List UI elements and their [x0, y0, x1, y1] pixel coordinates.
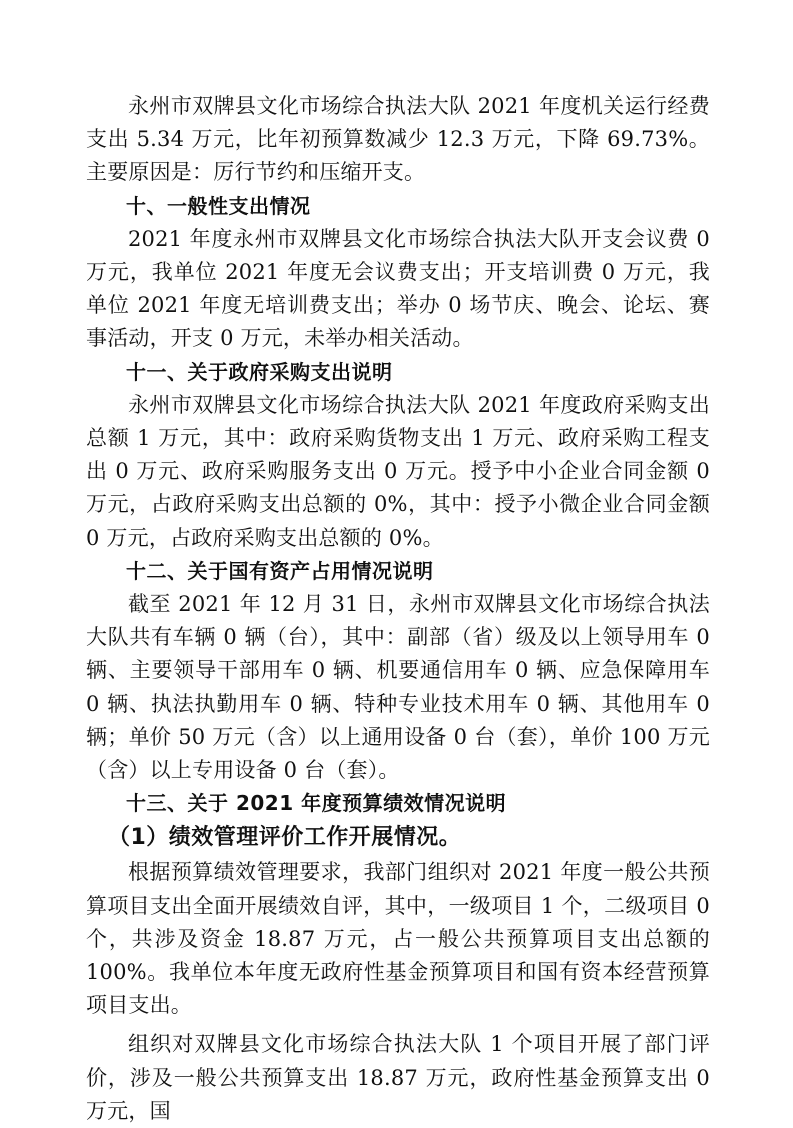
section-heading-12: 十二、关于国有资产占用情况说明 — [126, 558, 434, 583]
paragraph-state-assets: 截至 2021 年 12 月 31 日，永州市双牌县文化市场综合执法大队共有车辆 0 辆（台），其中：副部（省）级及以上领导用车 0 辆、主要领导干部用车 0 辆、机要通信用车 0 辆、应急保障用车 0 辆、执法执勤用车 0 辆、特种专业技术用车 0 辆、其他用车 0 辆；单价 50 万元（含）以上通用设备 0 台（套），单价 100 万元（含）以上专用设备 0 台（套）。 — [86, 592, 710, 783]
subsection-heading-performance-evaluation: （1）绩效管理评价工作开展情况。 — [108, 825, 462, 851]
document-page — [86, 90, 710, 1128]
section-heading-10: 十、一般性支出情况 — [126, 193, 311, 218]
section-heading-11: 十一、关于政府采购支出说明 — [126, 359, 393, 384]
paragraph-general-expenditure: 2021 年度永州市双牌县文化市场综合执法大队开支会议费 0 万元，我单位 2021 年度无会议费支出；开支培训费 0 万元，我单位 2021 年度无培训费支出；举办 0 场节庆、晚会、论坛、赛事活动，开支 0 万元，未举办相关活动。 — [86, 226, 710, 351]
paragraph-operating-costs: 永州市双牌县文化市场综合执法大队 2021 年度机关运行经费支出 5.34 万元，比年初预算数减少 12.3 万元，下降 69.73%。主要原因是：厉行节约和压缩开支。 — [86, 94, 710, 185]
paragraph-department-evaluation: 组织对双牌县文化市场综合执法大队 1 个项目开展了部门评价，涉及一般公共预算支出 18.87 万元，政府性基金预算支出 0 万元，国 — [86, 1032, 710, 1123]
paragraph-government-procurement: 永州市双牌县文化市场综合执法大队 2021 年度政府采购支出总额 1 万元，其中：政府采购货物支出 1 万元、政府采购工程支出 0 万元、政府采购服务支出 0 万元。授予中小企业合同金额 0 万元，占政府采购支出总额的 0%，其中：授予小微企业合同金额 0 万元，占政府采购支出总额的 0%。 — [86, 392, 710, 550]
section-heading-13: 十三、关于 2021 年度预算绩效情况说明 — [126, 791, 507, 816]
paragraph-performance-self-evaluation: 根据预算绩效管理要求，我部门组织对 2021 年度一般公共预算项目支出全面开展绩效自评，其中，一级项目 1 个，二级项目 0 个，共涉及资金 18.87 万元，占一般公共预算项目支出总额的 100%。我单位本年度无政府性基金预算项目和国有资本经营预算项目支出。 — [86, 860, 710, 1018]
